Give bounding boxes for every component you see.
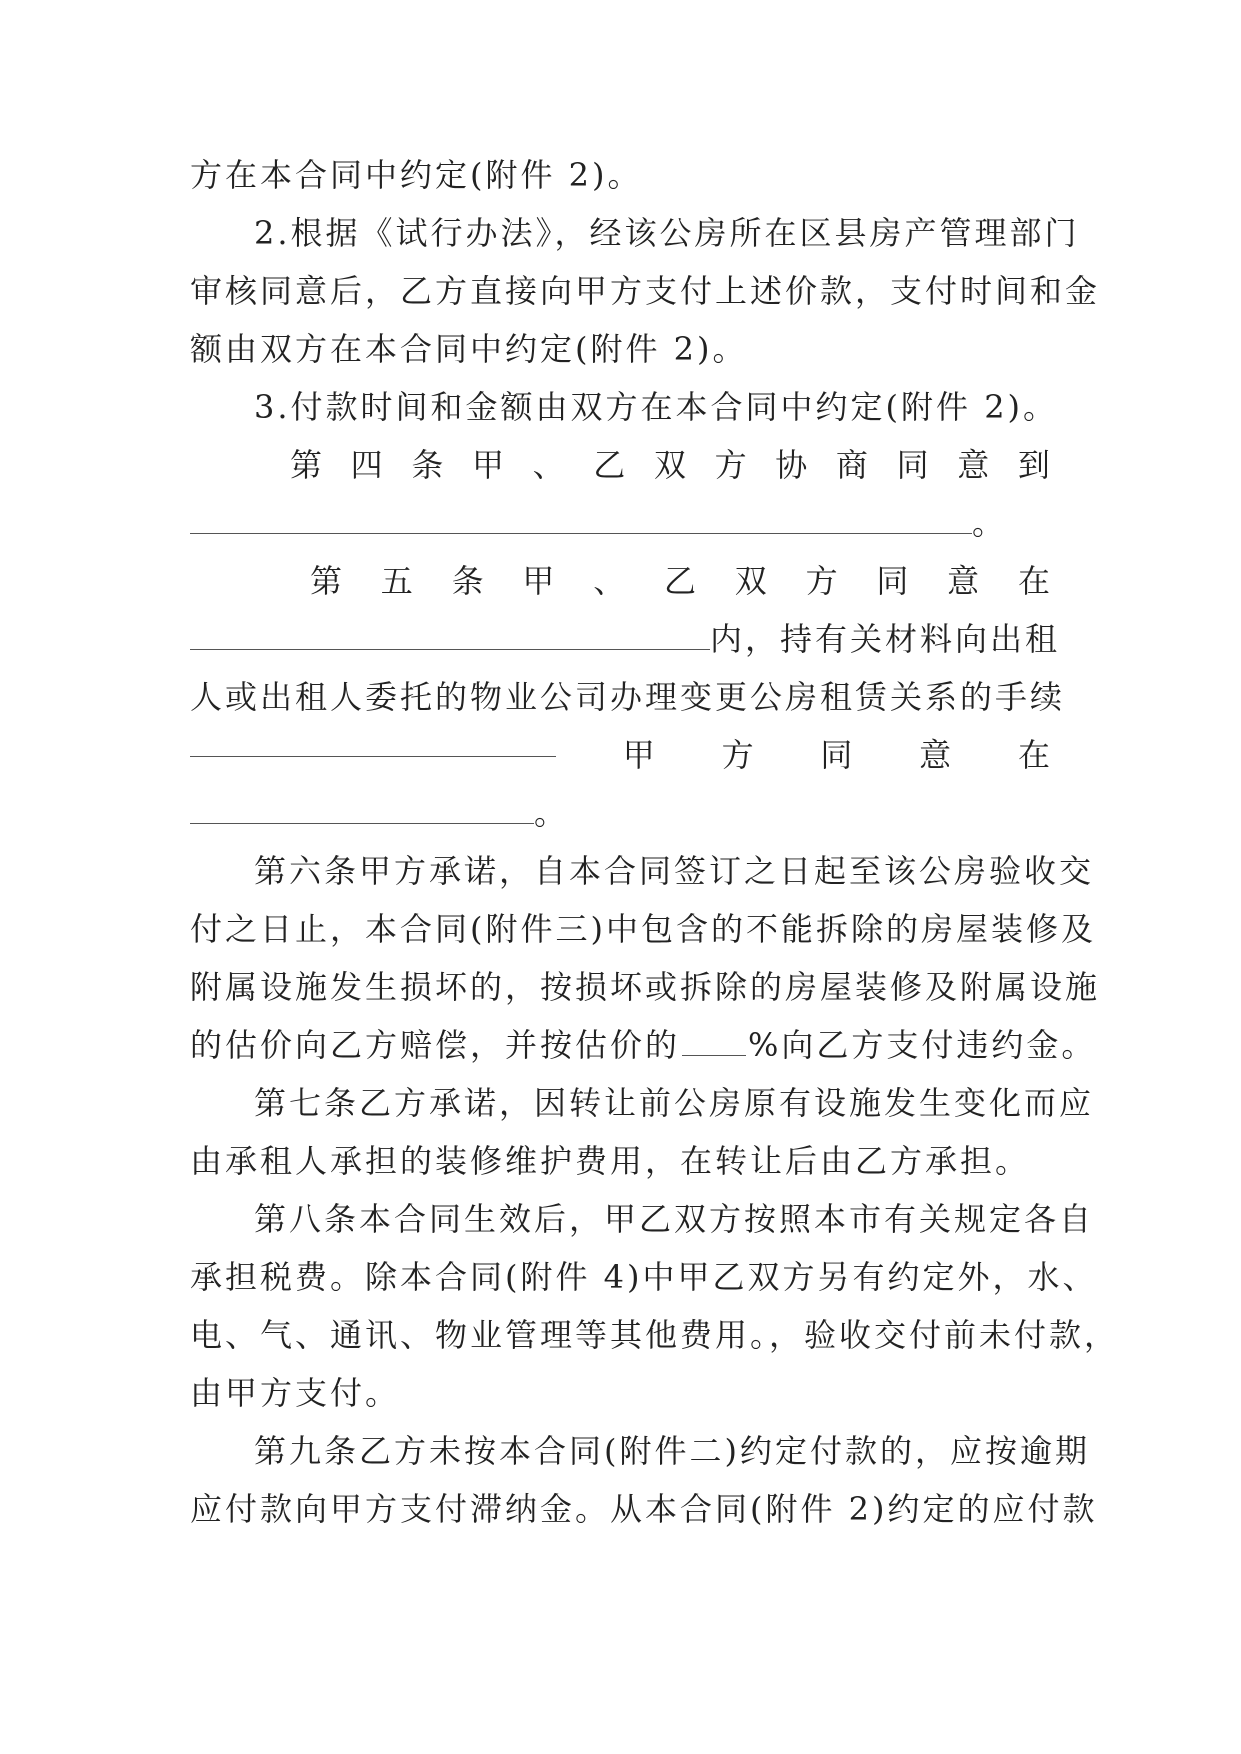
blank-line-article-4 [190, 494, 1050, 552]
fill-in-blank[interactable] [190, 793, 534, 824]
char: 方 [721, 736, 754, 774]
char: 第 [290, 446, 323, 484]
char: 五 [380, 562, 413, 600]
article-8-line-1: 第八条本合同生效后，甲乙双方按照本市有关规定各自 [254, 1200, 1095, 1238]
article-6-line-1: 第六条甲方承诺，自本合同签订之日起至该公房验收交 [254, 852, 1095, 890]
char: 意 [957, 446, 990, 484]
char: 条 [411, 446, 444, 484]
line-end-mark: 。 [534, 794, 570, 832]
char: 同 [876, 562, 909, 600]
text-line: 附属设施发生损坏的，按损坏或拆除的房屋装修及附属设施 [190, 968, 1101, 1006]
char: 双 [734, 562, 767, 600]
text-line: 额由双方在本合同中约定(附件 2)。 [190, 330, 748, 368]
text-line: 由甲方支付。 [190, 1374, 401, 1412]
char: 乙 [593, 446, 626, 484]
char: 双 [653, 446, 686, 484]
char: 商 [835, 446, 868, 484]
article-9-line-1: 第九条乙方未按本合同(附件二)约定付款的，应按逾期 [254, 1432, 1090, 1470]
text-line: 电、气、通讯、物业管理等其他费用。，验收交付前未付款， [190, 1316, 1120, 1354]
text-line: 人或出租人委托的物业公司办理变更公房租赁关系的手续 [190, 678, 1066, 716]
article-5-line [190, 552, 1050, 610]
text-line: 承担税费。除本合同(附件 4)中甲乙双方另有约定外，水、 [190, 1258, 1098, 1296]
clause-3-line: 3.付款时间和金额由双方在本合同中约定(附件 2)。 [254, 388, 1059, 426]
char: 乙 [663, 562, 696, 600]
char: 到 [1017, 446, 1050, 484]
char: 在 [1017, 562, 1050, 600]
article-6-penalty-line [190, 1016, 1097, 1074]
article-4-line [190, 436, 1050, 494]
char: 四 [350, 446, 383, 484]
char: 同 [820, 736, 853, 774]
char: 同 [896, 446, 929, 484]
text-line: 方在本合同中约定(附件 2)。 [190, 156, 643, 194]
char: 第 [310, 562, 343, 600]
text-segment: %向乙方支付违约金。 [748, 1026, 1097, 1064]
char: 甲 [622, 736, 655, 774]
percent-blank[interactable] [682, 1025, 746, 1056]
line-end-mark: 。 [972, 504, 1008, 542]
char: 方 [714, 446, 747, 484]
char: 甲 [471, 446, 504, 484]
char: 、 [593, 562, 626, 600]
article-5-agree-line [190, 726, 1050, 784]
text-segment: 内，持有关材料向出租 [710, 620, 1061, 658]
char: 协 [775, 446, 808, 484]
fill-in-blank[interactable] [190, 726, 556, 757]
text-line: 付之日止，本合同(附件三)中包含的不能拆除的房屋装修及 [190, 910, 1096, 948]
clause-2-line-1: 2.根据《试行办法》，经该公房所在区县房产管理部门 [254, 214, 1080, 252]
article-7-line-1: 第七条乙方承诺，因转让前公房原有设施发生变化而应 [254, 1084, 1095, 1122]
char: 意 [919, 736, 952, 774]
text-line: 由承租人承担的装修维护费用，在转让后由乙方承担。 [190, 1142, 1031, 1180]
text-line: 应付款向甲方支付滞纳金。从本合同(附件 2)约定的应付款 [190, 1490, 1098, 1528]
char: 方 [805, 562, 838, 600]
char: 条 [451, 562, 484, 600]
document-page [190, 146, 1120, 1538]
blank-line-article-5 [190, 784, 1050, 842]
text-line: 审核同意后，乙方直接向甲方支付上述价款，支付时间和金 [190, 272, 1101, 310]
fill-in-blank[interactable] [190, 619, 710, 650]
char: 在 [1017, 736, 1050, 774]
char: 、 [532, 446, 565, 484]
text-segment: 的估价向乙方赔偿，并按估价的 [190, 1026, 681, 1064]
fill-in-blank[interactable] [190, 503, 972, 534]
article-5-continuation [190, 610, 1061, 668]
char: 甲 [522, 562, 555, 600]
char: 意 [947, 562, 980, 600]
